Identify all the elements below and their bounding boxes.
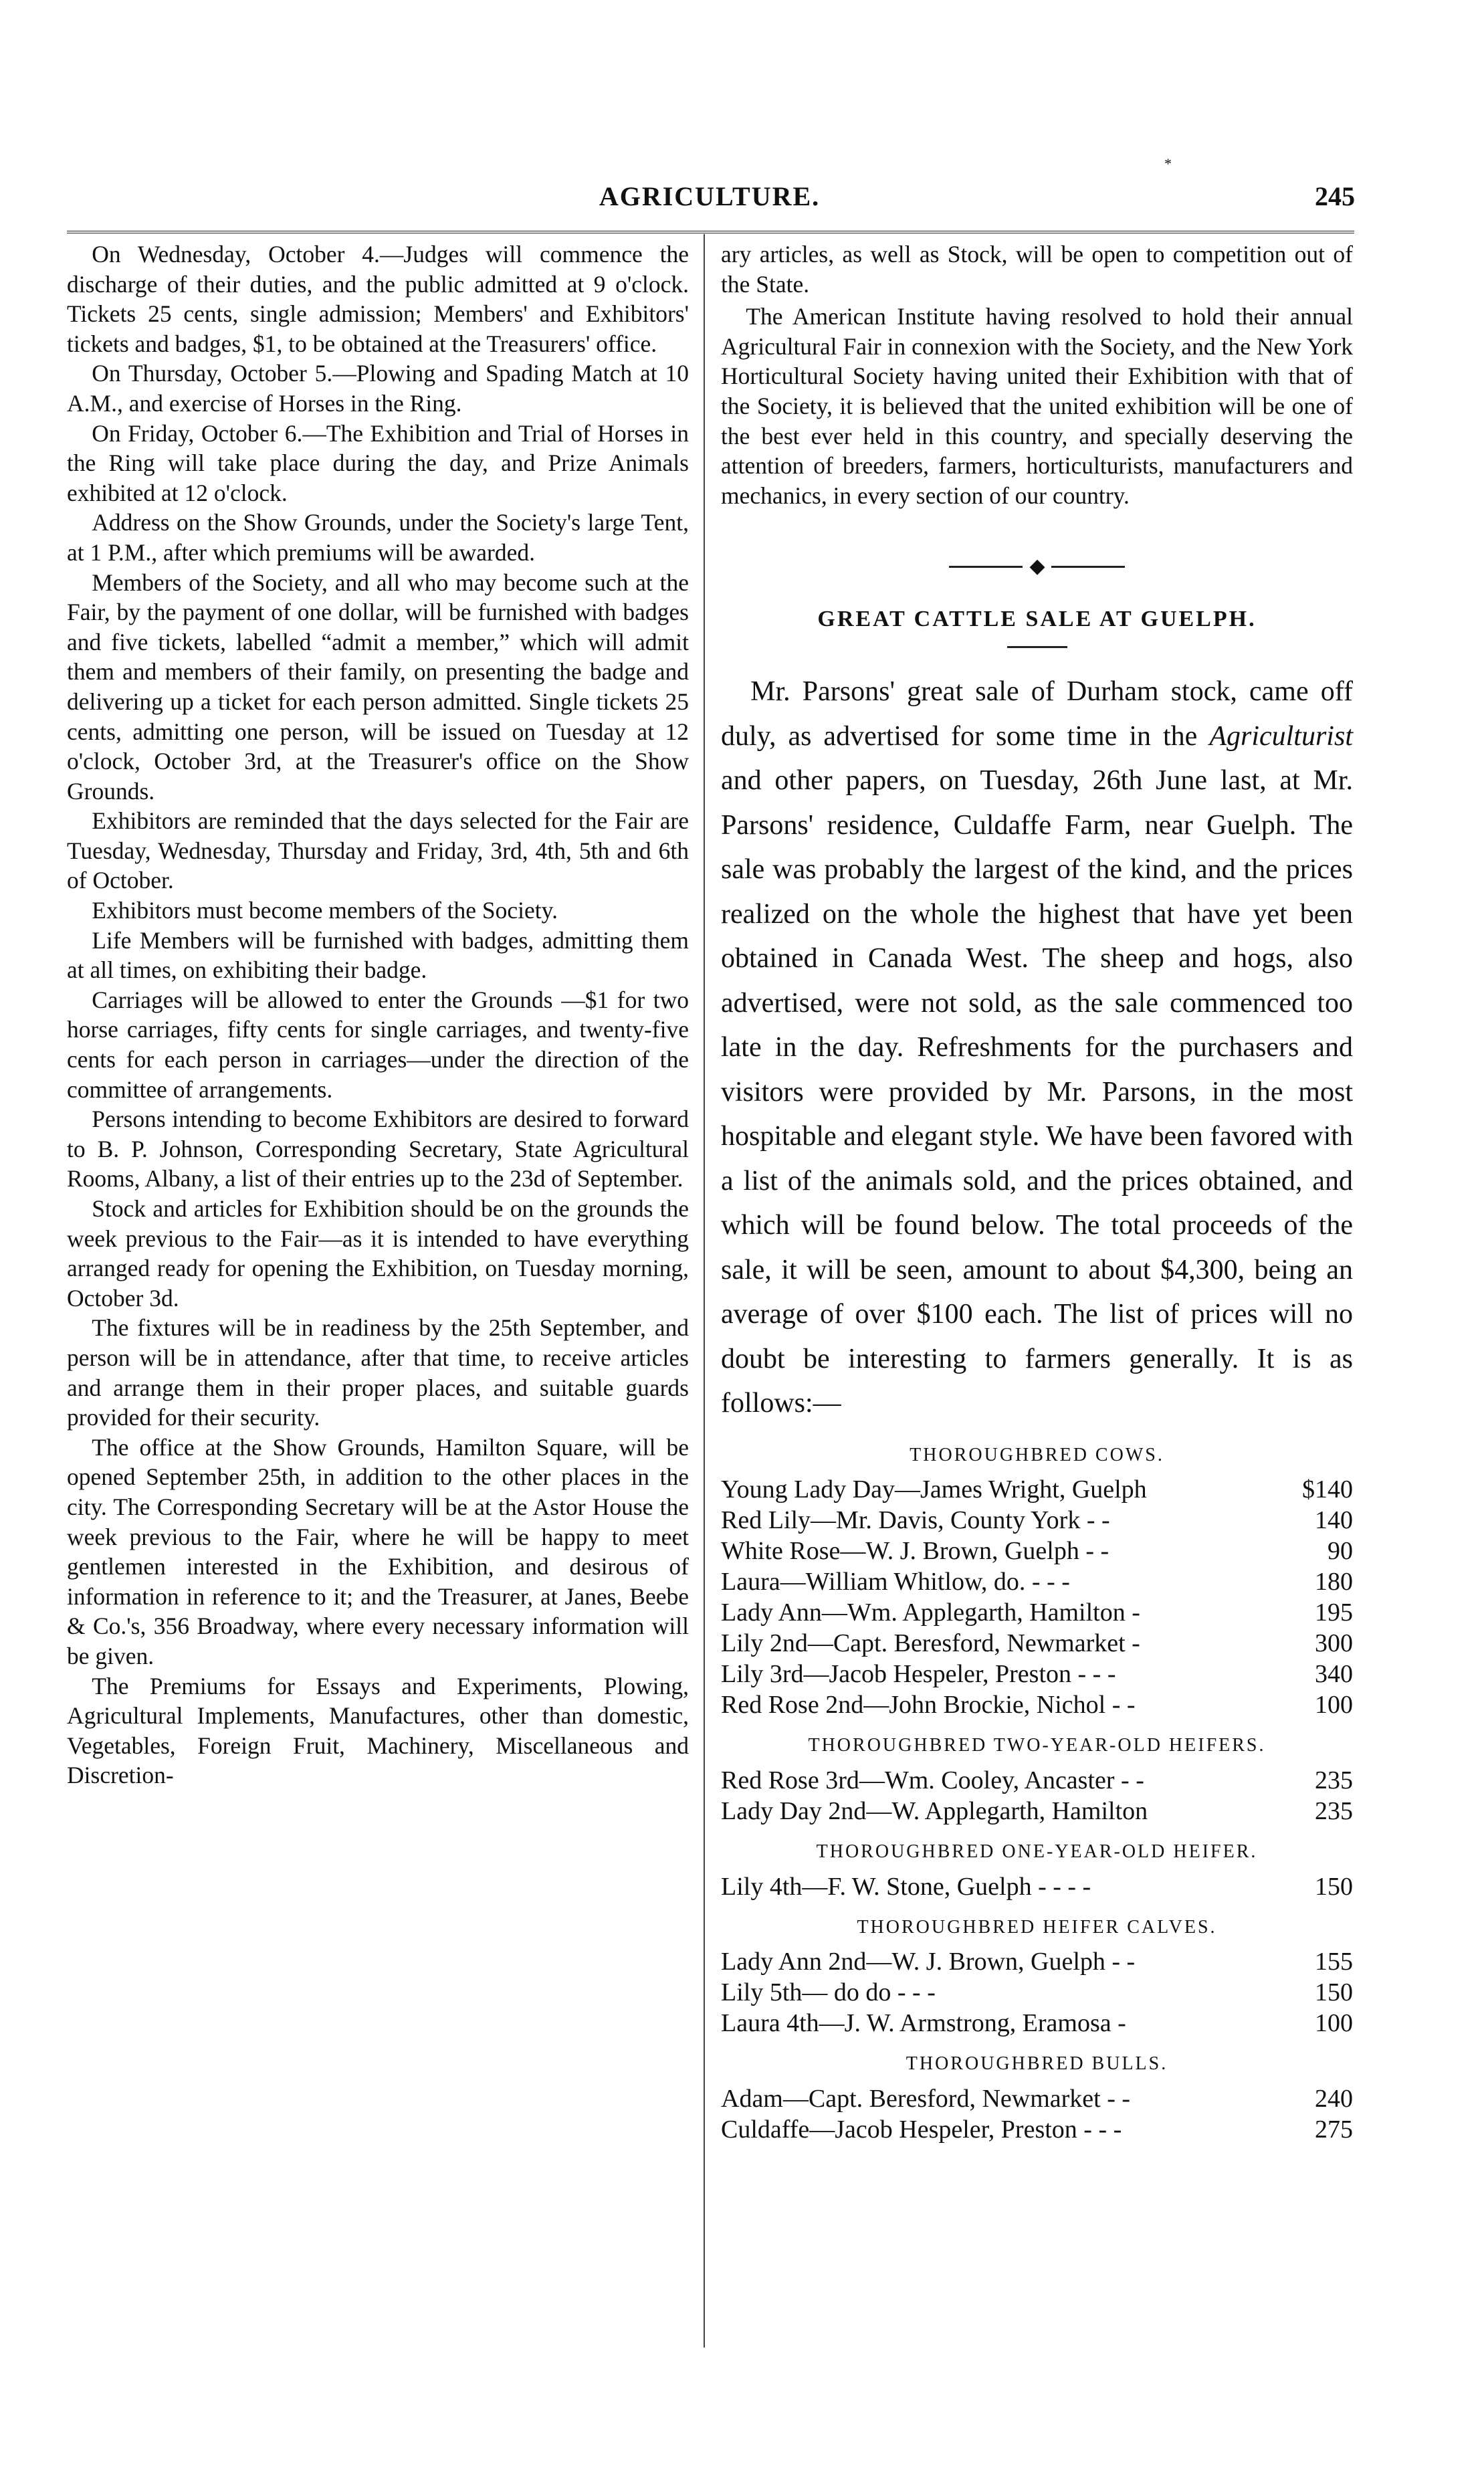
sale-entry: Red Lily—Mr. Davis, County York - - (721, 1506, 1110, 1535)
sale-entry: Lily 3rd—Jacob Hespeler, Preston - - - (721, 1660, 1116, 1689)
sale-entry: Lady Ann 2nd—W. J. Brown, Guelph - - (721, 1948, 1136, 1976)
article-text: and other papers, on Tuesday, 26th June last, at Mr. Parsons' residence, Culdaffe Farm, near Guelph. The sale was probably the largest of the kind, and the prices realized on the whole the highest that have yet been obtained in Canada West. The sheep and hogs, also advertised, were not sold, as the sale commenced too late in the day. Refreshments for the purchasers and visitors were provided by Mr. Parsons, in the most hospitable and elegant style. We have been favored with a list of the animals sold, and the prices obtained, and which will be found below. The total proceeds of the sale, it will be seen, amount to about $4,300, being an average of over $100 each. The list of prices will no doubt be interesting to farmers generally. It is as follows:— (721, 765, 1353, 1419)
sale-entry: Lily 4th—F. W. Stone, Guelph - - - - (721, 1872, 1091, 1901)
sale-price: 180 (1315, 1568, 1353, 1596)
sale-entry: Red Rose 3rd—Wm. Cooley, Ancaster - - (721, 1766, 1144, 1795)
group-heading: THOROUGHBRED HEIFER CALVES. (857, 1916, 1217, 1938)
sale-price: 155 (1315, 1948, 1353, 1976)
sale-price: $140 (1302, 1475, 1353, 1504)
paragraph: The office at the Show Grounds, Hamilton Square, will be opened September 25th, in addition to the other places in the city. The Corresponding Secretary will be at the Astor House the week previous to the Fair, where he will be happy to meet gentlemen interested in the Exhibition, and desirous of information in reference to it; and the Treasurer, at Janes, Beebe & Co.'s, 356 Broadway, where every necessary information will be given. (67, 1433, 689, 1669)
sale-row (721, 1977, 1353, 2008)
sale-row (721, 1871, 1353, 1902)
sale-entry: Lily 5th— do do - - - (721, 1978, 936, 2007)
paragraph: Exhibitors must become members of the Society. (92, 897, 558, 924)
sale-group (721, 1441, 1353, 1721)
sale-row (721, 1536, 1353, 1566)
article-body (721, 669, 1353, 1426)
intro-text (721, 239, 1353, 510)
paragraph: On Friday, October 6.—The Exhibition and Trial of Horses in the Ring will take place during the day, and Prize Animals exhibited at 12 o'clock. (67, 419, 689, 506)
sale-row (721, 1597, 1353, 1628)
sale-entry: Red Rose 2nd—John Brockie, Nichol - - (721, 1691, 1136, 1720)
sale-price: 100 (1315, 2009, 1353, 2038)
article-paragraph (721, 669, 1353, 1426)
paragraph: Carriages will be allowed to enter the Grounds —$1 for two horse carriages, fifty cents for single carriages, and twenty-five cents for each person in carriages—under the direction of the committee of arrangements. (67, 986, 689, 1103)
column-divider (704, 234, 705, 2348)
group-heading: THOROUGHBRED ONE-YEAR-OLD HEIFER. (816, 1841, 1258, 1863)
diamond-icon: ◆ (1029, 555, 1045, 578)
sale-row (721, 1689, 1353, 1720)
sale-price: 100 (1315, 1691, 1353, 1720)
sale-price: 150 (1315, 1872, 1353, 1901)
sale-price: 275 (1315, 2115, 1353, 2144)
article-text: Mr. Parsons' great sale of Durham stock, came off duly, as advertised for some time in the (721, 676, 1353, 752)
sale-price: 300 (1315, 1629, 1353, 1658)
running-title: AGRICULTURE. (599, 181, 821, 211)
sale-row (721, 1628, 1353, 1659)
ornament-line-left (949, 566, 1023, 568)
sale-row (721, 1659, 1353, 1689)
asterisk-mark: * (1164, 155, 1172, 172)
sale-entry: Culdaffe—Jacob Hespeler, Preston - - - (721, 2115, 1122, 2144)
sale-entry: Young Lady Day—James Wright, Guelph (721, 1475, 1147, 1504)
sale-entry: Lady Ann—Wm. Applegarth, Hamilton - (721, 1598, 1140, 1627)
paragraph: Persons intending to become Exhibitors are desired to forward to B. P. Johnson, Corresponding Secretary, State Agricultural Rooms, Albany, a list of their entries up to the 23d of September. (67, 1106, 689, 1193)
sale-entry: Lady Day 2nd—W. Applegarth, Hamilton (721, 1797, 1148, 1826)
sale-group (721, 2049, 1353, 2145)
sale-price: 340 (1315, 1660, 1353, 1689)
paragraph: The Premiums for Essays and Experiments, Plowing, Agricultural Implements, Manufactures, other than domestic, Vegetables, Foreign Fruit, Machinery, Miscellaneous and Discretion- (67, 1672, 689, 1789)
paragraph: Members of the Society, and all who may become such at the Fair, by the payment of one dollar, will be furnished with badges and five tickets, labelled “admit a member,” which will admit them and members of their family, on presenting the badge and delivering up a ticket for each person admitted. Single tickets 25 cents, admitting one person, will be issued on Tuesday at 12 o'clock, October 3rd, at the Treasurer's office on the Show Grounds. (67, 568, 689, 805)
sale-entry: White Rose—W. J. Brown, Guelph - - (721, 1537, 1109, 1566)
sale-row (721, 2114, 1353, 2145)
group-heading: THOROUGHBRED BULLS. (906, 2053, 1168, 2075)
running-head (64, 155, 1355, 227)
section-heading: GREAT CATTLE SALE AT GUELPH. (817, 606, 1257, 631)
paragraph: Stock and articles for Exhibition should be on the grounds the week previous to the Fair—as it is intended to have everything arranged ready for opening the Exhibition, on Tuesday morning, October 3d. (67, 1195, 689, 1312)
group-heading: THOROUGHBRED TWO-YEAR-OLD HEIFERS. (808, 1735, 1266, 1756)
sale-group (721, 1913, 1353, 2039)
paragraph: The fixtures will be in readiness by the 25th September, and person will be in attendance, after that time, to receive articles and arrange them in their proper places, and suitable guards provided for their security. (67, 1314, 689, 1431)
paragraph: On Thursday, October 5.—Plowing and Spading Match at 10 A.M., and exercise of Horses in the Ring. (67, 360, 689, 417)
paragraph: Address on the Show Grounds, under the Society's large Tent, at 1 P.M., after which premiums will be awarded. (67, 509, 689, 566)
sale-row (721, 2008, 1353, 2039)
page-number: 245 (1315, 181, 1355, 211)
sale-row (721, 2083, 1353, 2114)
sale-price: 140 (1315, 1506, 1353, 1535)
paragraph: On Wednesday, October 4.—Judges will commence the discharge of their duties, and the public admitted at 9 o'clock. Tickets 25 cents, single admission; Members' and Exhibitors' tickets and badges, $1, to be obtained at the Treasurers' office. (67, 241, 689, 357)
sale-price: 90 (1328, 1537, 1353, 1566)
group-heading: THOROUGHBRED COWS. (910, 1444, 1164, 1465)
sale-price: 235 (1315, 1797, 1353, 1826)
sale-row (721, 1505, 1353, 1536)
sale-price: 195 (1315, 1598, 1353, 1627)
ornament-line-right (1051, 566, 1125, 568)
paragraph: Exhibitors are reminded that the days selected for the Fair are Tuesday, Wednesday, Thursday and Friday, 3rd, 4th, 5th and 6th of October. (67, 807, 689, 894)
sale-group (721, 1837, 1353, 1902)
sale-entry: Lily 2nd—Capt. Beresford, Newmarket - (721, 1629, 1140, 1658)
sale-entry: Laura 4th—J. W. Armstrong, Eramosa - (721, 2009, 1126, 2038)
sale-group (721, 1731, 1353, 1827)
sale-list (721, 1441, 1353, 2145)
ornament-divider (721, 550, 1353, 581)
header-rule (67, 231, 1354, 233)
sale-row (721, 1474, 1353, 1505)
publication-name: Agriculturist (1209, 720, 1353, 752)
sale-row (721, 1796, 1353, 1827)
paragraph: Life Members will be furnished with badges, admitting them at all times, on exhibiting their badge. (67, 926, 689, 984)
sale-price: 240 (1315, 2084, 1353, 2113)
left-column (67, 239, 689, 1790)
sale-entry: Adam—Capt. Beresford, Newmarket - - (721, 2084, 1131, 2113)
sale-price: 150 (1315, 1978, 1353, 2007)
sale-entry: Laura—William Whitlow, do. - - - (721, 1568, 1070, 1596)
paragraph: ary articles, as well as Stock, will be open to competition out of the State. (721, 241, 1353, 298)
sale-row (721, 1946, 1353, 1977)
paragraph: The American Institute having resolved to hold their annual Agricultural Fair in connexion with the Society, and the New York Horticultural Society having united their Exhibition with that of the Society, it is believed that the united exhibition will be one of the best ever held in this country, and specially deserving the attention of breeders, farmers, horticulturists, manufacturers and mechanics, in every section of our country. (721, 303, 1353, 509)
sale-price: 235 (1315, 1766, 1353, 1795)
right-column (721, 239, 1353, 2156)
short-rule (1007, 646, 1067, 648)
sale-row (721, 1566, 1353, 1597)
sale-row (721, 1765, 1353, 1796)
